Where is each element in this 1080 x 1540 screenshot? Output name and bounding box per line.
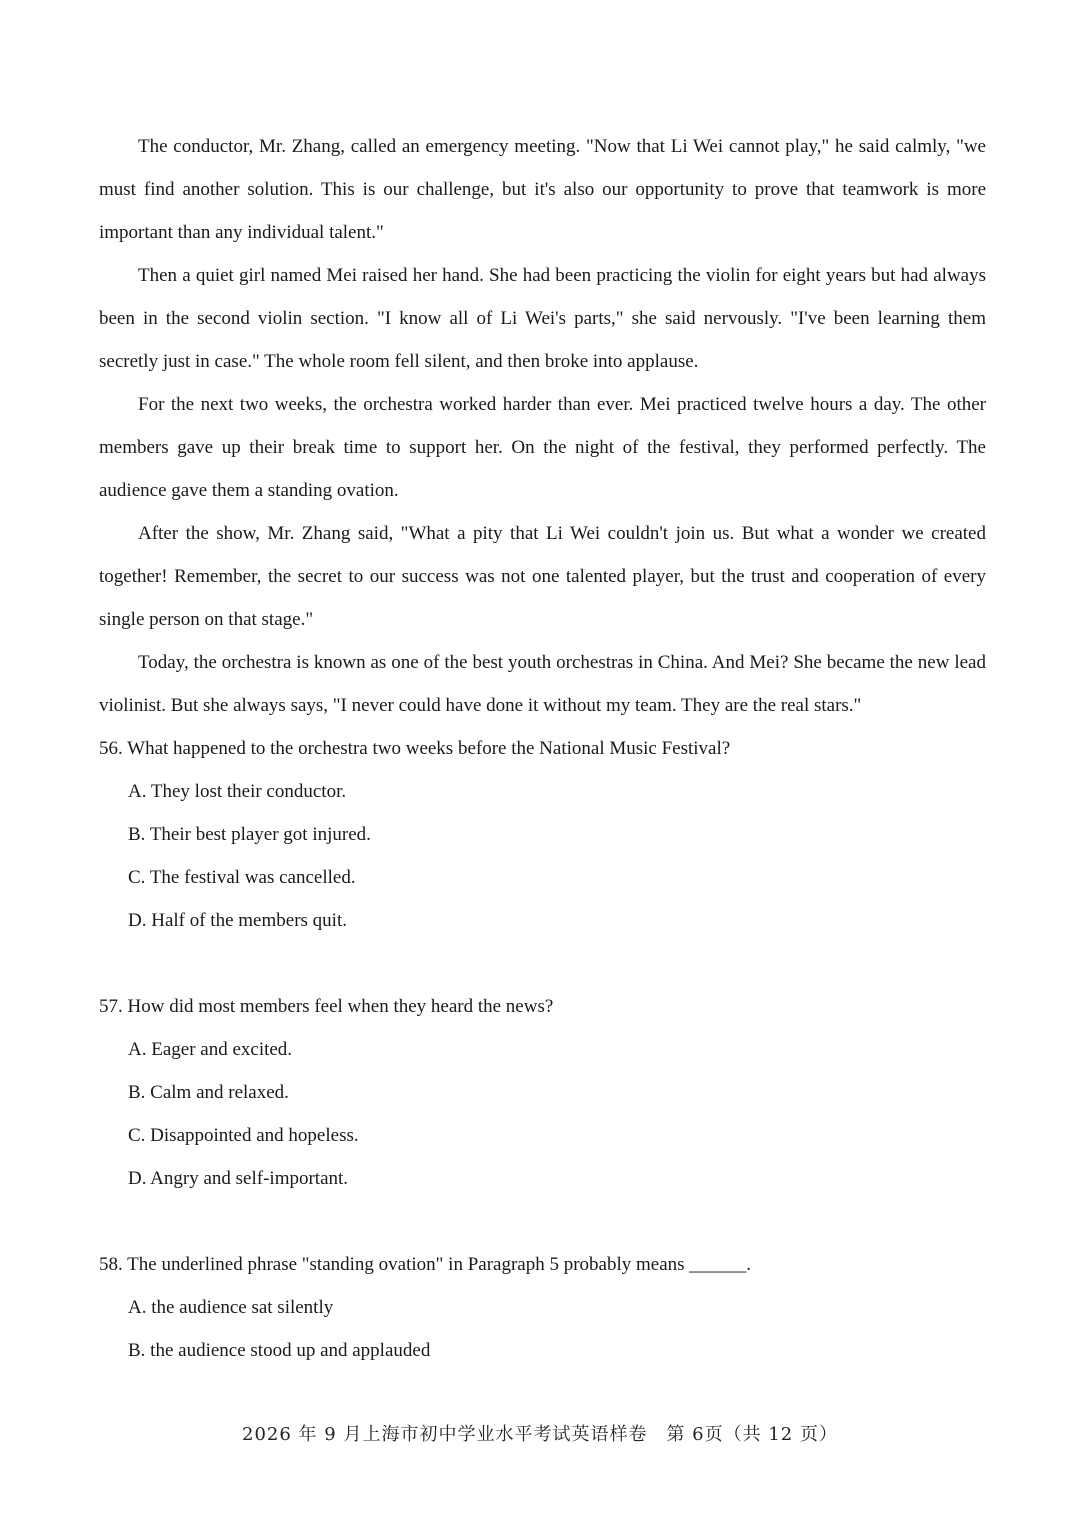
- option-c: C. Disappointed and hopeless.: [128, 1125, 359, 1146]
- page-footer: 2026 年 9 月上海市初中学业水平考试英语样卷 第 6页（共 12 页）: [242, 1424, 838, 1445]
- passage-paragraph: The conductor, Mr. Zhang, called an emergency meeting. "Now that Li Wei cannot play," he said calmly, "we must find another solution. This is our challenge, but it's also our opportunity to prove that teamwork is more important than any individual talent.": [99, 136, 986, 243]
- option-list: [99, 1286, 986, 1372]
- option-b: B. the audience stood up and applauded: [128, 1340, 431, 1361]
- option-a: A. the audience sat silently: [128, 1297, 334, 1318]
- option-c: C. The festival was cancelled.: [128, 867, 356, 888]
- question-58: [99, 1243, 986, 1372]
- reading-passage: [99, 125, 986, 727]
- question-stem: 57. How did most members feel when they heard the news?: [99, 996, 554, 1017]
- passage-paragraph: Then a quiet girl named Mei raised her hand. She had been practicing the violin for eight years but had always been in the second violin section. "I know all of Li Wei's parts," she said nervously. "I've been learning them secretly just in case." The whole room fell silent, and then broke into applause.: [99, 265, 986, 372]
- option-d: D. Angry and self-important.: [128, 1168, 349, 1189]
- option-list: [99, 770, 986, 942]
- option-a: A. They lost their conductor.: [128, 781, 347, 802]
- option-b: B. Their best player got injured.: [128, 824, 371, 845]
- question-gap: [99, 1200, 986, 1243]
- page-content: [99, 125, 986, 1372]
- passage-paragraph: After the show, Mr. Zhang said, "What a pity that Li Wei couldn't join us. But what a wonder we created together! Remember, the secret to our success was not one talented player, but the trust and cooperation of every single person on that stage.": [99, 523, 986, 630]
- question-gap: [99, 942, 986, 985]
- question-stem: 58. The underlined phrase "standing ovation" in Paragraph 5 probably means ______.: [99, 1254, 752, 1275]
- question-stem: 56. What happened to the orchestra two weeks before the National Music Festival?: [99, 738, 731, 759]
- passage-paragraph: Today, the orchestra is known as one of the best youth orchestras in China. And Mei? She became the new lead violinist. But she always says, "I never could have done it without my team. They are the real stars.": [99, 652, 986, 716]
- option-d: D. Half of the members quit.: [128, 910, 347, 931]
- option-list: [99, 1028, 986, 1200]
- question-57: [99, 985, 986, 1200]
- option-a: A. Eager and excited.: [128, 1039, 293, 1060]
- option-b: B. Calm and relaxed.: [128, 1082, 289, 1103]
- question-56: [99, 727, 986, 942]
- passage-paragraph: For the next two weeks, the orchestra worked harder than ever. Mei practiced twelve hours a day. The other members gave up their break time to support her. On the night of the festival, they performed perfectly. The audience gave them a standing ovation.: [99, 394, 986, 501]
